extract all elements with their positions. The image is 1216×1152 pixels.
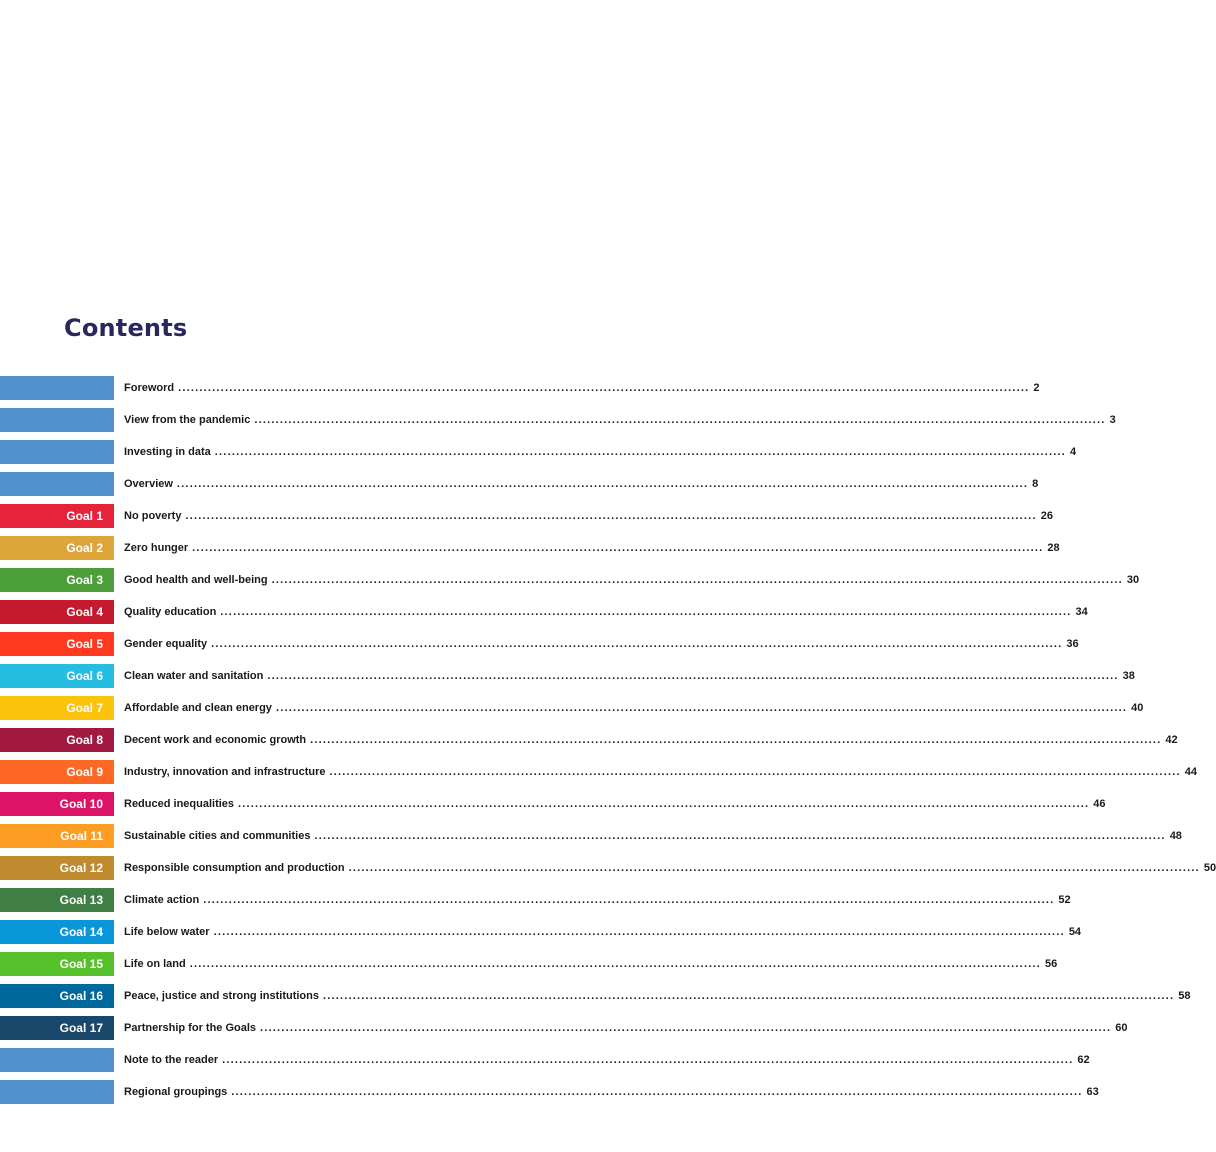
toc-entry[interactable] [124, 664, 1135, 688]
entry-title: Climate action [124, 894, 200, 906]
page-number: 36 [1066, 638, 1079, 650]
goal-label: Goal 3 [66, 573, 103, 587]
dot-leader: ........................................................................................................................................................................................................ [185, 510, 1037, 522]
goal-color-bar [0, 728, 114, 752]
page-title: Contents [64, 314, 188, 342]
toc-row[interactable] [0, 1016, 1128, 1040]
toc-entry[interactable] [124, 440, 1077, 464]
dot-leader: ........................................................................................................................................................................................................ [214, 446, 1067, 458]
toc-row[interactable] [0, 952, 1058, 976]
toc-entry[interactable] [124, 792, 1106, 816]
goal-color-bar [0, 888, 114, 912]
dot-leader: ........................................................................................................................................................................................................ [310, 734, 1162, 746]
toc-row[interactable] [0, 504, 1053, 528]
page-number: 50 [1203, 862, 1216, 874]
entry-title: Note to the reader [124, 1054, 219, 1066]
goal-color-bar [0, 568, 114, 592]
dot-leader: ........................................................................................................................................................................................................ [211, 638, 1063, 650]
entry-title: Peace, justice and strong institutions [124, 990, 319, 1002]
page-number: 8 [1032, 478, 1039, 490]
toc-row[interactable] [0, 792, 1106, 816]
dot-leader: ........................................................................................................................................................................................................ [176, 478, 1029, 490]
goal-label: Goal 11 [60, 829, 103, 843]
goal-label: Goal 4 [66, 605, 103, 619]
goal-color-bar [0, 1016, 114, 1040]
dot-leader: ........................................................................................................................................................................................................ [192, 542, 1044, 554]
toc-row[interactable] [0, 1080, 1099, 1104]
dot-leader: ........................................................................................................................................................................................................ [238, 798, 1090, 810]
dot-leader: ........................................................................................................................................................................................................ [203, 894, 1055, 906]
goal-color-bar [0, 376, 114, 400]
dot-leader: ........................................................................................................................................................................................................ [271, 574, 1123, 586]
toc-row[interactable] [0, 632, 1079, 656]
dot-leader: ........................................................................................................................................................................................................ [178, 382, 1030, 394]
toc-entry[interactable] [124, 1080, 1099, 1104]
entry-title: Good health and well-being [124, 574, 268, 586]
goal-label: Goal 1 [66, 509, 103, 523]
toc-row[interactable] [0, 760, 1197, 784]
toc-entry[interactable] [124, 824, 1182, 848]
page-number: 4 [1070, 446, 1077, 458]
dot-leader: ........................................................................................................................................................................................................ [348, 862, 1200, 874]
entry-title: Industry, innovation and infrastructure [124, 766, 326, 778]
table-of-contents [0, 376, 1216, 1112]
goal-label: Goal 2 [66, 541, 103, 555]
toc-row[interactable] [0, 376, 1040, 400]
dot-leader: ........................................................................................................................................................................................................ [231, 1086, 1083, 1098]
dot-leader: ........................................................................................................................................................................................................ [189, 958, 1041, 970]
toc-entry[interactable] [124, 760, 1197, 784]
dot-leader: ........................................................................................................................................................................................................ [260, 1022, 1112, 1034]
toc-entry[interactable] [124, 856, 1216, 880]
entry-title: Overview [124, 478, 173, 490]
toc-entry[interactable] [124, 504, 1053, 528]
toc-entry[interactable] [124, 536, 1060, 560]
page-number: 63 [1086, 1086, 1099, 1098]
goal-color-bar [0, 856, 114, 880]
goal-label: Goal 16 [59, 989, 103, 1003]
entry-title: View from the pandemic [124, 414, 251, 426]
entry-title: Investing in data [124, 446, 211, 458]
goal-color-bar [0, 504, 114, 528]
dot-leader: ........................................................................................................................................................................................................ [314, 830, 1166, 842]
page-number: 52 [1058, 894, 1071, 906]
entry-title: Gender equality [124, 638, 208, 650]
page-number: 2 [1033, 382, 1040, 394]
goal-label: Goal 13 [59, 893, 103, 907]
entry-title: Zero hunger [124, 542, 189, 554]
page-number: 56 [1044, 958, 1058, 970]
entry-title: Reduced inequalities [124, 798, 235, 810]
goal-label: Goal 17 [59, 1021, 103, 1035]
toc-row[interactable] [0, 568, 1140, 592]
entry-title: Responsible consumption and production [124, 862, 345, 874]
goal-label: Goal 5 [66, 637, 103, 651]
page-number: 44 [1184, 766, 1197, 778]
goal-color-bar [0, 632, 114, 656]
goal-color-bar [0, 664, 114, 688]
toc-entry[interactable] [124, 408, 1116, 432]
goal-color-bar [0, 472, 114, 496]
goal-color-bar [0, 696, 114, 720]
entry-title: Life below water [124, 926, 210, 938]
dot-leader: ........................................................................................................................................................................................................ [254, 414, 1106, 426]
toc-entry[interactable] [124, 728, 1178, 752]
toc-entry[interactable] [124, 888, 1071, 912]
goal-label: Goal 10 [59, 797, 103, 811]
toc-row[interactable] [0, 888, 1071, 912]
goal-label: Goal 12 [59, 861, 103, 875]
goal-label: Goal 14 [59, 925, 103, 939]
page-number: 30 [1126, 574, 1140, 586]
page-number: 34 [1075, 606, 1088, 618]
toc-row[interactable] [0, 728, 1178, 752]
toc-entry[interactable] [124, 632, 1079, 656]
goal-color-bar [0, 792, 114, 816]
toc-row[interactable] [0, 824, 1182, 848]
toc-row[interactable] [0, 408, 1116, 432]
page-number: 60 [1115, 1022, 1128, 1034]
page-number: 62 [1077, 1054, 1090, 1066]
page-number: 54 [1068, 926, 1082, 938]
goal-color-bar [0, 1080, 114, 1104]
dot-leader: ........................................................................................................................................................................................................ [275, 702, 1128, 714]
entry-title: Sustainable cities and communities [124, 830, 311, 842]
page-number: 46 [1093, 798, 1106, 810]
toc-entry[interactable] [124, 376, 1040, 400]
page-number: 48 [1169, 830, 1182, 842]
dot-leader: ........................................................................................................................................................................................................ [222, 1054, 1074, 1066]
entry-title: Life on land [124, 958, 186, 970]
toc-entry[interactable] [124, 472, 1039, 496]
goal-label: Goal 15 [59, 957, 103, 971]
entry-title: Affordable and clean energy [124, 702, 272, 714]
toc-row[interactable] [0, 472, 1039, 496]
goal-color-bar [0, 760, 114, 784]
dot-leader: ........................................................................................................................................................................................................ [213, 926, 1065, 938]
entry-title: No poverty [124, 510, 182, 522]
goal-color-bar [0, 536, 114, 560]
goal-color-bar [0, 440, 114, 464]
toc-row[interactable] [0, 984, 1191, 1008]
dot-leader: ........................................................................................................................................................................................................ [329, 766, 1181, 778]
dot-leader: ........................................................................................................................................................................................................ [220, 606, 1072, 618]
toc-entry[interactable] [124, 600, 1088, 624]
toc-entry[interactable] [124, 984, 1191, 1008]
toc-entry[interactable] [124, 1048, 1090, 1072]
toc-row[interactable] [0, 440, 1077, 464]
toc-entry[interactable] [124, 952, 1058, 976]
goal-label: Goal 9 [66, 765, 103, 779]
entry-title: Quality education [124, 606, 217, 618]
toc-entry[interactable] [124, 1016, 1128, 1040]
toc-row[interactable] [0, 856, 1216, 880]
goal-label: Goal 6 [66, 669, 103, 683]
entry-title: Partnership for the Goals [124, 1022, 257, 1034]
goal-label: Goal 7 [66, 701, 103, 715]
goal-color-bar [0, 1048, 114, 1072]
page-number: 26 [1040, 510, 1053, 522]
entry-title: Decent work and economic growth [124, 734, 307, 746]
page-number: 38 [1122, 670, 1135, 682]
goal-color-bar [0, 824, 114, 848]
goal-color-bar [0, 600, 114, 624]
page-number: 40 [1131, 702, 1144, 714]
entry-title: Regional groupings [124, 1086, 228, 1098]
toc-row[interactable] [0, 696, 1144, 720]
goal-color-bar [0, 920, 114, 944]
toc-entry[interactable] [124, 920, 1082, 944]
toc-row[interactable] [0, 664, 1135, 688]
entry-title: Clean water and sanitation [124, 670, 264, 682]
dot-leader: ........................................................................................................................................................................................................ [267, 670, 1119, 682]
goal-color-bar [0, 408, 114, 432]
toc-row[interactable] [0, 920, 1082, 944]
goal-color-bar [0, 984, 114, 1008]
toc-entry[interactable] [124, 568, 1140, 592]
entry-title: Foreword [124, 382, 175, 394]
page-number: 58 [1178, 990, 1191, 1002]
goal-color-bar [0, 952, 114, 976]
toc-entry[interactable] [124, 696, 1144, 720]
toc-row[interactable] [0, 536, 1060, 560]
toc-row[interactable] [0, 600, 1088, 624]
page-number: 28 [1047, 542, 1060, 554]
dot-leader: ........................................................................................................................................................................................................ [322, 990, 1175, 1002]
toc-row[interactable] [0, 1048, 1090, 1072]
page-number: 3 [1109, 414, 1116, 426]
goal-label: Goal 8 [66, 733, 103, 747]
page-number: 42 [1165, 734, 1178, 746]
